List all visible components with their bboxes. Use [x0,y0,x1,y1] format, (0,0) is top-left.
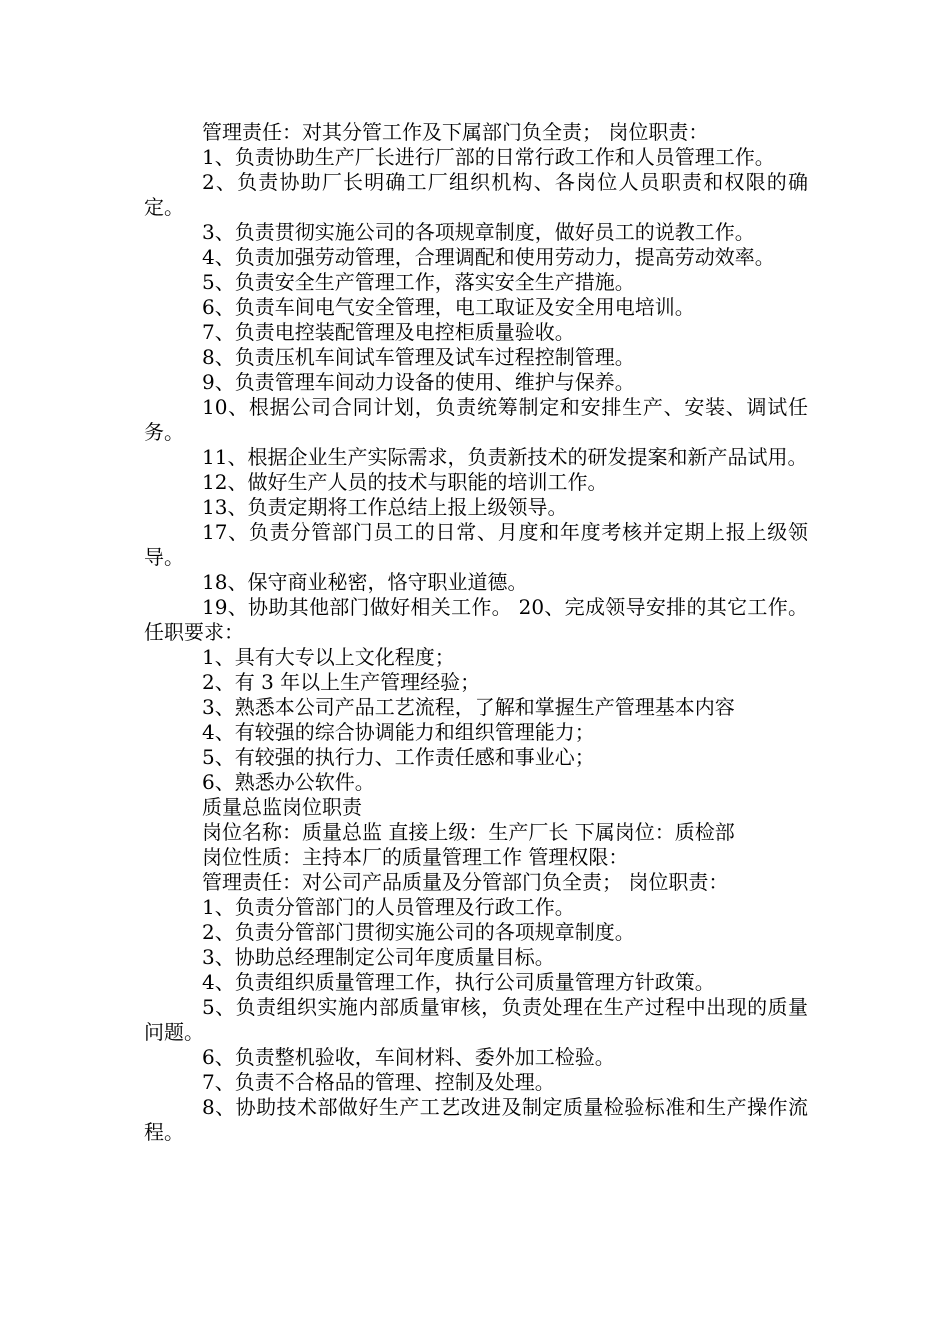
paragraph: 19、协助其他部门做好相关工作。 20、完成领导安排的其它工作。 任职要求： [144,595,808,644]
paragraph: 2、负责协助厂长明确工厂组织机构、各岗位人员职责和权限的确定。 [144,170,808,219]
paragraph: 9、负责管理车间动力设备的使用、维护与保养。 [202,370,635,394]
paragraph: 6、熟悉办公软件。 [202,770,375,794]
paragraph: 3、负责贯彻实施公司的各项规章制度，做好员工的说教工作。 [202,220,755,244]
paragraph: 5、负责安全生产管理工作，落实安全生产措施。 [202,270,635,294]
paragraph: 10、根据公司合同计划，负责统筹制定和安排生产、安装、调试任务。 [144,395,808,444]
paragraph: 8、协助技术部做好生产工艺改进及制定质量检验标准和生产操作流程。 [144,1095,808,1144]
paragraph: 3、熟悉本公司产品工艺流程，了解和掌握生产管理基本内容 [202,695,735,719]
paragraph: 管理责任：对公司产品质量及分管部门负全责； 岗位职责： [202,870,729,894]
paragraph: 3、协助总经理制定公司年度质量目标。 [202,945,555,969]
paragraph: 11、根据企业生产实际需求，负责新技术的研发提案和新产品试用。 [202,445,808,469]
paragraph: 6、负责车间电气安全管理，电工取证及安全用电培训。 [202,295,695,319]
paragraph: 岗位性质：主持本厂的质量管理工作 管理权限： [202,845,629,869]
document-body [144,120,808,1145]
paragraph: 1、负责分管部门的人员管理及行政工作。 [202,895,575,919]
paragraph: 8、负责压机车间试车管理及试车过程控制管理。 [202,345,635,369]
paragraph: 5、负责组织实施内部质量审核，负责处理在生产过程中出现的质量问题。 [144,995,808,1044]
paragraph: 2、有 3 年以上生产管理经验； [202,670,481,694]
paragraph: 岗位名称：质量总监 直接上级：生产厂长 下属岗位：质检部 [202,820,735,844]
paragraph: 18、保守商业秘密，恪守职业道德。 [202,570,528,594]
paragraph: 1、负责协助生产厂长进行厂部的日常行政工作和人员管理工作。 [202,145,775,169]
paragraph: 管理责任：对其分管工作及下属部门负全责； 岗位职责： [202,120,709,144]
paragraph: 12、做好生产人员的技术与职能的培训工作。 [202,470,608,494]
paragraph: 7、负责电控装配管理及电控柜质量验收。 [202,320,575,344]
paragraph: 4、负责组织质量管理工作，执行公司质量管理方针政策。 [202,970,715,994]
paragraph: 2、负责分管部门贯彻实施公司的各项规章制度。 [202,920,635,944]
section-heading: 质量总监岗位职责 [202,795,362,819]
paragraph: 4、负责加强劳动管理，合理调配和使用劳动力，提高劳动效率。 [202,245,775,269]
paragraph: 4、有较强的综合协调能力和组织管理能力； [202,720,595,744]
paragraph: 17、负责分管部门员工的日常、月度和年度考核并定期上报上级领导。 [144,520,808,569]
paragraph: 5、有较强的执行力、工作责任感和事业心； [202,745,595,769]
paragraph: 7、负责不合格品的管理、控制及处理。 [202,1070,555,1094]
paragraph: 1、具有大专以上文化程度； [202,645,455,669]
paragraph: 6、负责整机验收，车间材料、委外加工检验。 [202,1045,615,1069]
paragraph: 13、负责定期将工作总结上报上级领导。 [202,495,568,519]
